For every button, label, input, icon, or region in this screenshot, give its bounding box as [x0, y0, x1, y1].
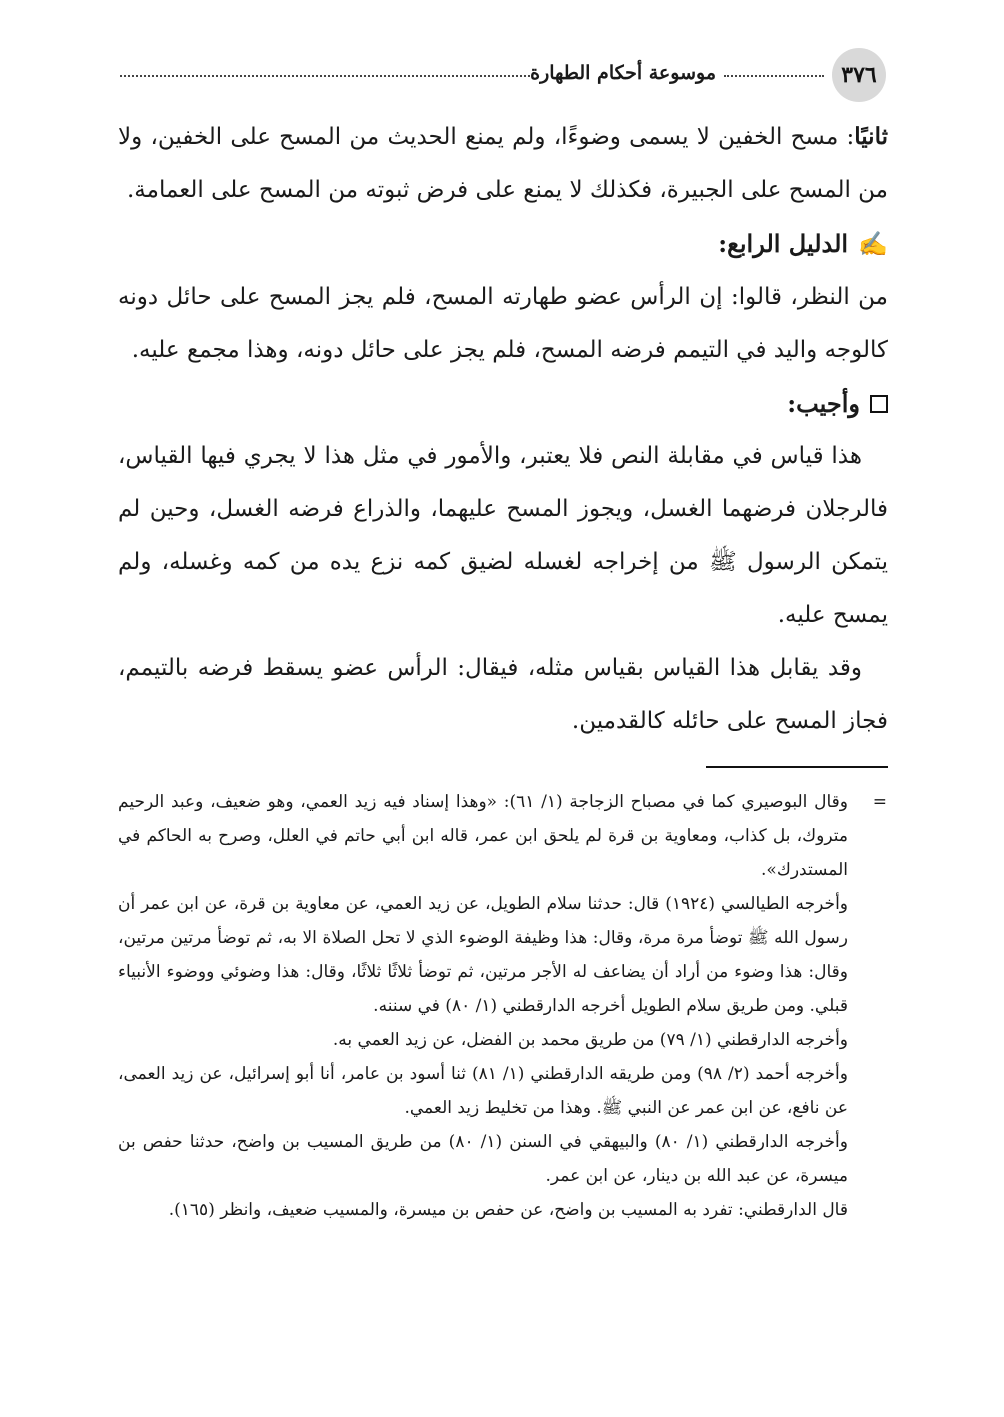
footnote-continuation-marker: =: [872, 792, 887, 812]
footnotes: [118, 785, 848, 1227]
page-header: [120, 48, 886, 102]
paragraph-argument: من النظر، قالوا: إن الرأس عضو طهارته المسح، فلم يجز المسح على حائل دونه كالوجه واليد في التيمم فرضه المسح، فلم يجز على حائل دونه، وهذا مجمع عليه.: [118, 284, 888, 363]
main-text: [118, 110, 888, 748]
paragraph-secondly: [118, 110, 888, 217]
quill-icon: ✍: [858, 230, 888, 258]
footnote-line: وقال البوصيري كما في مصباح الزجاجة (١/ ٦١): «وهذا إسناد فيه زيد العمي، وهو ضعيف، وعبد الرحيم متروك، بل كذاب، ومعاوية بن قرة لم يلحق ابن عمر، قاله ابن أبي حاتم في العلل، وصرح به الحاكم في المستدرك».: [118, 792, 848, 880]
paragraph-counter-analogy: وقد يقابل هذا القياس بقياس مثله، فيقال: الرأس عضو يسقط فرضه بالتيمم، فجاز المسح على حائله كالقدمين.: [118, 655, 888, 734]
footnote-line: وأخرجه الدارقطني (١/ ٧٩) من طريق محمد بن الفضل، عن زيد العمي به.: [332, 1030, 848, 1050]
footnote-separator: [706, 766, 888, 768]
footnote-line: قال الدارقطني: تفرد به المسيب بن واضح، عن حفص بن ميسرة، والمسيب ضعيف، وانظر (١٦٥).: [168, 1200, 848, 1220]
heading-text: وأجيب:: [787, 389, 860, 418]
section-heading-reply: [118, 377, 888, 430]
square-bullet-icon: [870, 395, 888, 413]
section-heading-fourth-evidence: [118, 217, 888, 271]
secondly-label: ثانيًا: [854, 123, 888, 150]
page-number: ٣٧٦: [832, 48, 886, 102]
footnote-line: وأخرجه الدارقطني (١/ ٨٠) والبيهقي في السنن (١/ ٨٠) من طريق المسيب بن واضح، حدثنا حفص بن ميسرة، عن عبد الله بن دينار، عن ابن عمر.: [118, 1132, 848, 1186]
header-dots-left: [120, 75, 530, 77]
paragraph-reply: هذا قياس في مقابلة النص فلا يعتبر، والأمور في مثل هذا لا يجري فيها القياس، فالرجلان فرضهما الغسل، ويجوز المسح عليهما، والذراع فرضه الغسل، وحين لم يتمكن الرسول ﷺ من إخراجه لغسله لضيق كمه نزع يده من كمه وغسله، ولم يمسح عليه.: [118, 443, 888, 628]
book-title: موسوعة أحكام الطهارة: [530, 62, 716, 84]
heading-text: الدليل الرابع:: [718, 229, 849, 258]
header-dots-right: [724, 75, 824, 77]
footnote-line: وأخرجه الطيالسي (١٩٢٤) قال: حدثنا سلام الطويل، عن زيد العمي، عن معاوية بن قرة، عن ابن عمر أن رسول الله ﷺ توضأ مرة مرة، وقال: هذا وظيفة الوضوء الذي لا تحل الصلاة الا به، ثم توضأ مرتين مرتين، وقال: هذا وضوء من أراد أن يضاعف له الأجر مرتين، ثم توضأ ثلاثًا ثلاثًا، وقال: هذا وضوئي ووضوء الأنبياء قبلي. ومن طريق سلام الطويل أخرجه الدارقطني (١/ ٨٠) في سننه.: [118, 894, 848, 1016]
footnote-line: وأخرجه أحمد (٢/ ٩٨) ومن طريقه الدارقطني (١/ ٨١) ثنا أسود بن عامر، أنا أبو إسرائيل، عن زيد العمى، عن نافع، عن ابن عمر عن النبي ﷺ. وهذا من تخليط زيد العمي.: [118, 1064, 848, 1118]
secondly-text: : مسح الخفين لا يسمى وضوءًا، ولم يمنع الحديث من المسح على الخفين، ولا من المسح على الجبيرة، فكذلك لا يمنع على فرض ثبوته من المسح على العمامة.: [118, 124, 888, 203]
